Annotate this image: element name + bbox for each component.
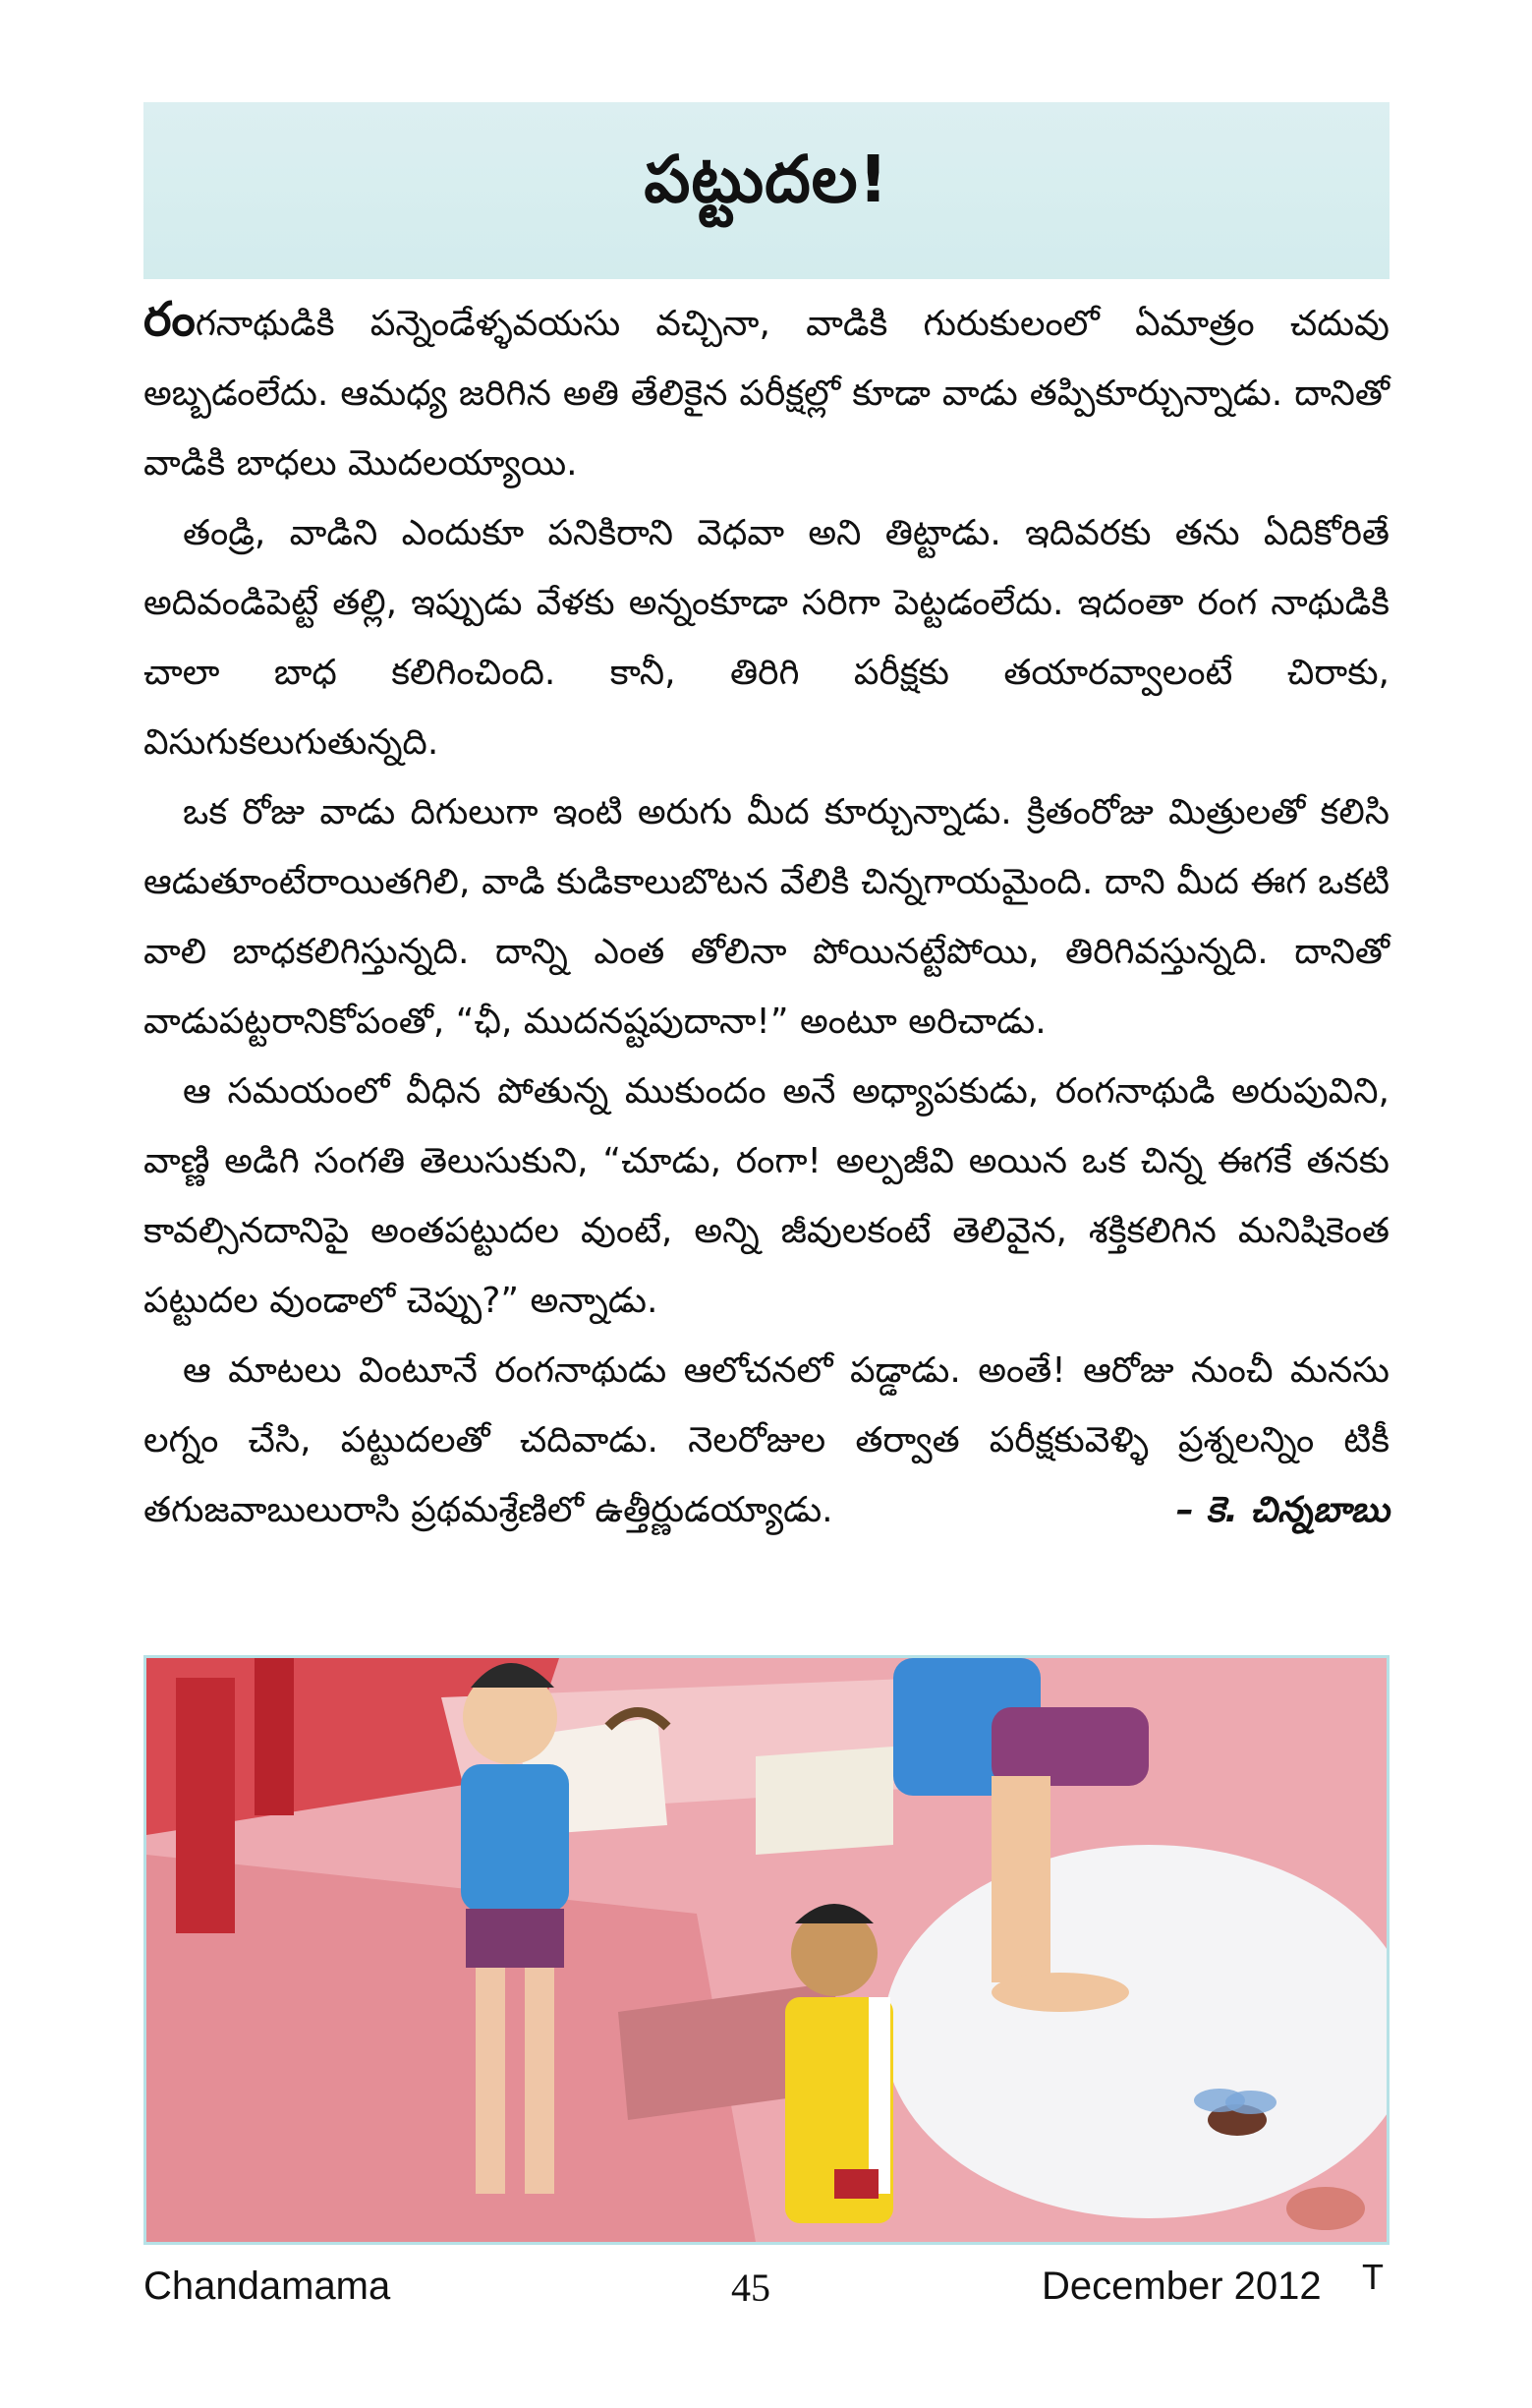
paragraph-1-text: గనాథుడికి పన్నెండేళ్ళవయసు వచ్చినా, వాడికి గురుకులంలో ఏమాత్రం చదువు అబ్బడంలేదు. ఆమధ్య జరిగిన అతి తేలికైన పరీక్షల్లో కూడా వాడు తప్పికూర్చున్నాడు. దానితో వాడికి బాధలు మొదలయ్యాయి. bbox=[143, 304, 1390, 484]
paragraph-5-text: ఆ మాటలు వింటూనే రంగనాథుడు ఆలోచనలో పడ్డాడు. అంతే! ఆరోజు నుంచీ మనసు లగ్నం చేసి, పట్టుదలతో చదివాడు. నెలరోజుల తర్వాత పరీక్షకువెళ్ళి ప్రశ్నలన్నిం టికీ తగుజవాబులురాసి ప్రథమశ్రేణిలో ఉత్తీర్ణుడయ్యాడు. bbox=[143, 1350, 1390, 1530]
dropcap: రం bbox=[143, 292, 196, 347]
title-band bbox=[143, 102, 1390, 279]
footer-issue: December 2012 bbox=[1042, 2265, 1322, 2308]
paragraph-1 bbox=[143, 285, 1390, 498]
footer-page-number: 45 bbox=[731, 2265, 770, 2310]
story-body bbox=[143, 285, 1390, 1545]
story-illustration bbox=[143, 1655, 1390, 2245]
footer-magazine: Chandamama bbox=[143, 2265, 391, 2308]
story-title: పట్టుదల! bbox=[644, 142, 889, 217]
teacher-figure bbox=[785, 1904, 893, 2223]
paragraph-3: ఒక రోజు వాడు దిగులుగా ఇంటి అరుగు మీద కూర్చున్నాడు. క్రితంరోజు మిత్రులతో కలిసి ఆడుతూంటేరాయితగిలి, వాడి కుడికాలుబొటన వేలికి చిన్నగాయమైంది. దాని మీద ఈగ ఒకటి వాలి బాధకలిగిస్తున్నది. దాన్ని ఎంత తోలినా పోయినట్టేపోయి, తిరిగివస్తున్నది. దానితో వాడుపట్టరానికోపంతో, “ఛీ, ముదనష్టపుదానా!” అంటూ అరిచాడు. bbox=[143, 792, 1390, 1042]
paragraph-4: ఆ సమయంలో వీధిన పోతున్న ముకుందం అనే అధ్యాపకుడు, రంగనాథుడి అరుపువిని, వాణ్ణి అడిగి సంగతి తెలుసుకుని, “చూడు, రంగా! అల్పజీవి అయిన ఒక చిన్న ఈగకే తనకు కావల్సినదానిపై అంతపట్టుదల వుంటే, అన్ని జీవులకంటే తెలివైన, శక్తికలిగిన మనిషికెంత పట్టుదల వుండాలో చెప్పు?” అన్నాడు. bbox=[143, 1071, 1390, 1321]
illustration-drawing bbox=[146, 1658, 1387, 2242]
footer-mark: T bbox=[1362, 2257, 1384, 2297]
author-credit: – కె. చిన్నబాబు bbox=[1175, 1490, 1390, 1530]
paragraph-2: తండ్రి, వాడిని ఎందుకూ పనికిరాని వెధవా అని తిట్టాడు. ఇదివరకు తను ఏదికోరితే అదివండిపెట్టే తల్లి, ఇప్పుడు వేళకు అన్నంకూడా సరిగా పెట్టడంలేదు. ఇదంతా రంగ నాథుడికి చాలా బాధ కలిగించింది. కానీ, తిరిగి పరీక్షకు తయారవ్వాలంటే చిరాకు, విసుగుకలుగుతున్నది. bbox=[143, 513, 1390, 763]
paragraph-5 bbox=[143, 1336, 1390, 1545]
